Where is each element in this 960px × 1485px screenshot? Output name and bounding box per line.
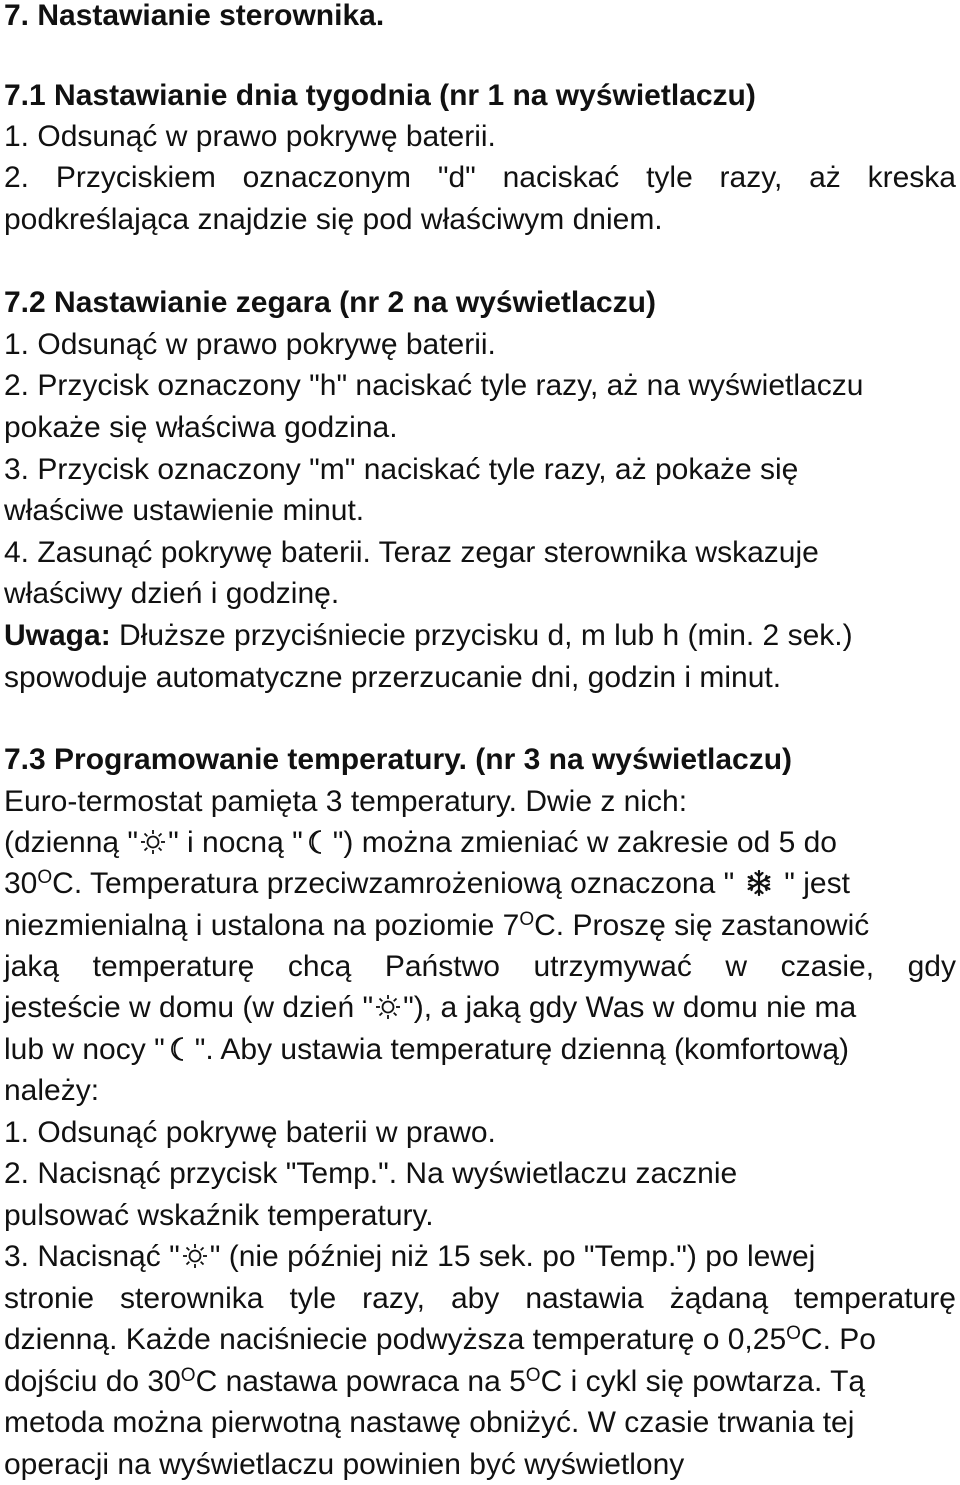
text-span: C. Proszę się zastanowić — [534, 909, 870, 942]
word: jaką — [4, 950, 60, 983]
text-line: pokaże się właściwa godzina. — [4, 411, 398, 444]
text-span: 30 — [4, 867, 38, 900]
text-line: 1. Odsunąć pokrywę baterii w prawo. — [4, 1116, 496, 1149]
text-span: " i nocną " — [168, 826, 303, 859]
section-7-1-title: 7.1 Nastawianie dnia tygodnia (nr 1 na wyświetlaczu) — [4, 79, 756, 112]
degree-mark: O — [786, 1323, 801, 1344]
moon-icon — [167, 1036, 193, 1062]
text-line — [4, 823, 956, 863]
text-line — [4, 988, 956, 1028]
word: nastawia — [525, 1282, 644, 1315]
text-span: C. Temperatura przeciwzamrożeniową oznaczona " — [52, 867, 735, 900]
text-line: 1. Odsunąć w prawo pokrywę baterii. — [4, 328, 496, 361]
text-span: C nastawa powraca na 5 — [195, 1365, 526, 1398]
heading-main: 7. Nastawianie sterownika. — [4, 0, 385, 32]
word: stronie — [4, 1282, 95, 1315]
text-line — [4, 906, 956, 946]
text-span: C. Po — [800, 1323, 876, 1356]
text-span: jesteście w domu (w dzień " — [4, 991, 374, 1024]
word: "d" — [437, 161, 476, 194]
section-7-3-title-bold: 7.3 Programowanie temperatury. — [4, 743, 467, 776]
word: gdy — [907, 950, 956, 983]
text-line — [4, 1279, 956, 1319]
word: żądaną — [669, 1282, 769, 1315]
word: tyle — [646, 161, 693, 194]
text-span: "), a jaką gdy Was w domu nie ma — [403, 991, 857, 1024]
text-line: operacji na wyświetlaczu powinien być wyświetlony — [4, 1448, 685, 1481]
moon-icon — [305, 829, 331, 855]
section-7-2-title: 7.2 Nastawianie zegara (nr 2 na wyświetlaczu) — [4, 286, 656, 319]
word: temperaturę — [92, 950, 255, 983]
text-line — [4, 1362, 956, 1402]
section-7-3-title — [4, 740, 956, 780]
text-span: niezmienialną i ustalona na poziomie 7 — [4, 909, 520, 942]
text-line: 4. Zasunąć pokrywę baterii. Teraz zegar sterownika wskazuje — [4, 536, 819, 569]
text-span: dojściu do 30 — [4, 1365, 181, 1398]
text-line: 3. Przycisk oznaczony "m" naciskać tyle razy, aż pokaże się — [4, 453, 799, 486]
text-line: 2. Przycisk oznaczony "h" naciskać tyle razy, aż na wyświetlaczu — [4, 369, 864, 402]
word: Przyciskiem — [55, 161, 216, 194]
word: aż — [809, 161, 841, 194]
word: razy, — [362, 1282, 425, 1315]
text-line: podkreślająca znajdzie się pod właściwym dniem. — [4, 203, 663, 236]
text-line: 1. Odsunąć w prawo pokrywę baterii. — [4, 120, 496, 153]
text-span: C i cykl się powtarza. Tą — [540, 1365, 866, 1398]
word: chcą — [287, 950, 352, 983]
word: czasie, — [780, 950, 875, 983]
text-span: 3. Nacisnąć " — [4, 1240, 180, 1273]
text-span: (dzienną " — [4, 826, 139, 859]
text-span: " (nie później niż 15 sek. po "Temp.") po lewej — [209, 1240, 816, 1273]
text-line: metoda można pierwotną nastawę obniżyć. W czasie trwania tej — [4, 1406, 855, 1439]
text-line — [4, 864, 956, 904]
text-span: lub w nocy " — [4, 1033, 165, 1066]
snowflake-icon — [746, 870, 772, 896]
degree-mark: O — [519, 909, 535, 930]
word: Państwo — [384, 950, 500, 983]
word: razy, — [719, 161, 783, 194]
note-text: Dłuższe przyciśniecie przycisku d, m lub h (min. 2 sek.) — [110, 619, 853, 652]
text-line: należy: — [4, 1074, 100, 1107]
text-line — [4, 158, 956, 198]
degree-mark: O — [37, 867, 53, 888]
degree-mark: O — [525, 1365, 541, 1386]
sun-icon — [182, 1243, 208, 1269]
degree-mark: O — [180, 1365, 196, 1386]
text-line — [4, 1030, 956, 1070]
text-line — [4, 1237, 956, 1277]
word: utrzymywać — [533, 950, 692, 983]
text-line: właściwy dzień i godzinę. — [4, 577, 340, 610]
text-line — [4, 947, 956, 987]
word: sterownika — [120, 1282, 264, 1315]
word: w — [725, 950, 748, 983]
note-line — [4, 616, 956, 656]
text-span: ". Aby ustawia temperaturę dzienną (komfortową) — [194, 1033, 850, 1066]
text-line: Euro-termostat pamięta 3 temperatury. Dwie z nich: — [4, 785, 688, 818]
text-span: ") można zmieniać w zakresie od 5 do — [332, 826, 837, 859]
text-line: 2. Nacisnąć przycisk "Temp.". Na wyświetlaczu zacznie — [4, 1157, 738, 1190]
word: naciskać — [502, 161, 620, 194]
text-span: " jest — [784, 867, 850, 900]
word: temperaturę — [794, 1282, 956, 1315]
text-line — [4, 1320, 956, 1360]
word: aby — [450, 1282, 500, 1315]
word: tyle — [289, 1282, 337, 1315]
note-label: Uwaga: — [4, 619, 111, 652]
section-7-3-title-rest: (nr 3 na wyświetlaczu) — [466, 743, 793, 776]
word: kreska — [867, 161, 956, 194]
sun-icon — [375, 994, 401, 1020]
text-line: właściwe ustawienie minut. — [4, 494, 365, 527]
word: 2. — [4, 161, 30, 194]
sun-icon — [140, 829, 166, 855]
text-line: pulsować wskaźnik temperatury. — [4, 1199, 434, 1232]
word: oznaczonym — [242, 161, 412, 194]
text-line: spowoduje automatyczne przerzucanie dni, godzin i minut. — [4, 661, 782, 694]
text-span: dzienną. Każde naciśniecie podwyższa temperaturę o 0,25 — [4, 1323, 787, 1356]
